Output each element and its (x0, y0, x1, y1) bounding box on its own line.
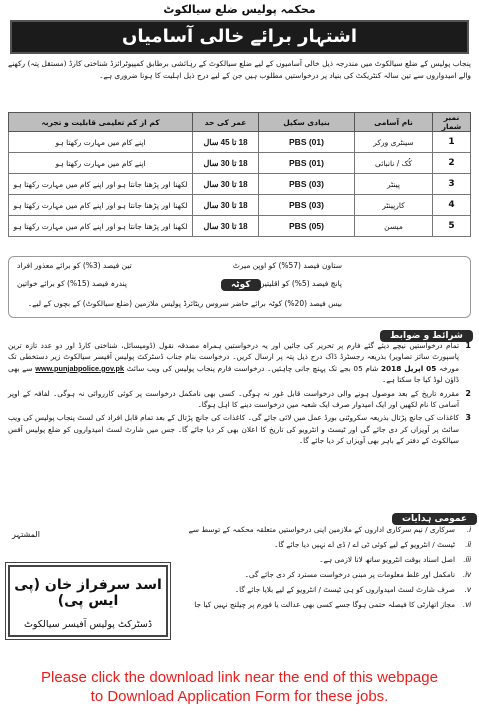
row-scale: PBS (03) (259, 195, 355, 216)
term-number: 2 (465, 388, 471, 398)
instruction-item (178, 552, 471, 567)
row-age: 18 تا 30 سال (193, 216, 259, 237)
row-scale: PBS (05) (259, 216, 355, 237)
row-post: سینٹری ورکر (355, 132, 433, 153)
terms-heading: شرائط و ضوابط (380, 330, 473, 342)
instruction-item (178, 537, 471, 552)
term-1-text-a: تمام درخواستیں نیچے دیئے گئے فارم پر تحریر کی جائیں اور یہ درخواستیں ہمراہ مصدقہ نقول (ڈومیسائل، شناختی کارڈ اور دو عدد تازہ ترین پاسپورٹ سائز تصاویر) بذریعہ رجسٹرڈ ڈاک درج ذیل پتہ پر ارسال کریں۔ درخواست بنام جناب ڈسٹرکٹ پولیس آفیسر سیالکوٹ زیر دستخطی تک مورخہ (8, 341, 459, 373)
table-row (9, 153, 471, 174)
quota-disabled: تین فیصد (3%) کو برائے معذور افراد (17, 261, 132, 270)
advertiser-designation: ڈسٹرکٹ پولیس آفیسر سیالکوٹ (23, 619, 153, 630)
table-row (9, 174, 471, 195)
row-qualification: لکھنا اور پڑھنا جانتا ہو اور اپنے کام میں مہارت رکھتا ہو (9, 174, 193, 195)
quota-women: پندرہ فیصد (15%) کو برائے خواتین (17, 279, 127, 288)
quota-box (8, 256, 471, 318)
row-post: میسن (355, 216, 433, 237)
instruction-number: ii. (465, 540, 471, 549)
row-age: 18 تا 30 سال (193, 174, 259, 195)
instruction-text: ٹیسٹ / انٹرویو کے لیے کوئی ٹی اے / ڈی اے نہیں دیا جائے گا۔ (274, 540, 455, 549)
term-item (8, 388, 471, 411)
row-serial: 4 (433, 195, 471, 216)
advertisement-title: اشتہار برائے خالی آسامیاں (10, 20, 469, 54)
term-number: 1 (465, 341, 471, 350)
row-post: کارپینٹر (355, 195, 433, 216)
col-qualification: کم از کم تعلیمی قابلیت و تجربہ (9, 113, 193, 132)
instruction-item (178, 522, 471, 537)
deadline-date: 05 اپریل 2018 (380, 363, 437, 373)
row-serial: 3 (433, 174, 471, 195)
instruction-text: نامکمل اور غلط معلومات پر مبنی درخواست مسترد کر دی جائے گی۔ (244, 570, 455, 579)
instruction-text: صرف شارٹ لسٹ امیدواروں کو ہی ٹیسٹ / انٹرویو کے لیے بلایا جائے گا۔ (234, 585, 455, 594)
instruction-number: iii. (463, 555, 471, 564)
instruction-text: اصل اسناد بوقت انٹرویو ساتھ لانا لازمی ہے۔ (319, 555, 455, 564)
advertiser-name: اسد سرفراز خان (پی ایس پی) (14, 577, 162, 609)
term-item (8, 412, 471, 446)
quota-minorities: پانچ فیصد (5%) کو اقلیتیں (259, 279, 342, 288)
term-1-text-c: سے بھی ڈاؤن لوڈ کیا جا سکتا ہے۔ (8, 363, 459, 385)
col-post: نام آسامی (355, 113, 433, 132)
row-scale: PBS (01) (259, 132, 355, 153)
instruction-text: سرکاری / نیم سرکاری اداروں کے ملازمین اپنی درخواستیں متعلقہ محکمہ کے توسط سے (188, 525, 455, 534)
instruction-number: vi. (462, 600, 471, 609)
instruction-number: iv. (462, 570, 471, 579)
table-row (9, 216, 471, 237)
row-qualification: لکھنا اور پڑھنا جانتا ہو اور اپنے کام میں مہارت رکھتا ہو (9, 195, 193, 216)
quota-police-children: بیس فیصد (20%) کوٹہ برائے حاضر سروس ریٹائرڈ پولیس ملازمین (ضلع سیالکوٹ) کے بچوں کے لیے۔ (27, 299, 342, 308)
row-age: 18 تا 30 سال (193, 153, 259, 174)
instruction-number: v. (464, 585, 471, 594)
department-name: محکمہ پولیس ضلع سیالکوٹ (163, 3, 316, 16)
row-serial: 2 (433, 153, 471, 174)
row-scale: PBS (03) (259, 174, 355, 195)
advertiser-label: المشتہر (12, 530, 40, 539)
download-notice (0, 668, 479, 706)
col-serial: نمبر شمار (433, 113, 471, 132)
instruction-item (178, 567, 471, 582)
term-2-text: مقررہ تاریخ کے بعد موصول ہونے والی درخواست قابل غور نہ ہوگی۔ کسی بھی نامکمل درخواست پر کوئی کارروائی نہ ہوگی۔ لفافہ کے اوپر آسامی کا نام لکھیں اور ایک امیدوار صرف ایک شعبہ میں درخواست دینے کا اہل ہوگا۔ (8, 388, 459, 410)
quota-label: کوٹہ (221, 279, 261, 291)
terms-section (8, 340, 471, 449)
term-item (8, 340, 471, 386)
download-notice-line-1: Please click the download link near the end of this webpage (41, 669, 438, 686)
term-1-text-b: شام 05 بجے تک پہنچ جانی چاہئیں۔ درخواست فارم پنجاب پولیس کی ویب سائٹ (126, 363, 379, 373)
row-post: پینٹر (355, 174, 433, 195)
instruction-number: i. (466, 525, 471, 534)
table-header-row (9, 113, 471, 132)
intro-paragraph: پنجاب پولیس کے ضلع سیالکوٹ میں مندرجہ ذیل خالی آسامیوں کے لیے ضلع سیالکوٹ کے رہائشی برطابق کمپیوٹرائزڈ شناختی کارڈ (مستقل پتہ) رکھنے والے امیدواروں سے تین سالہ کنٹریکٹ کی بنیاد پر درخواستیں مطلوب ہیں جن کے لیے درج ذیل اہلیت کا ہونا ضروری ہے۔ (8, 59, 471, 80)
website-link[interactable]: www.punjabpolice.gov.pk (35, 363, 125, 373)
table-row (9, 195, 471, 216)
instruction-item (178, 597, 471, 612)
quota-open-merit: ستاون فیصد (57%) کو اوپن میرٹ (232, 261, 342, 270)
row-age: 18 تا 30 سال (193, 195, 259, 216)
term-3-text: کاغذات کی جانچ پڑتال بذریعہ سکروٹنی بورڈ عمل میں لائی جائے گی۔ کاغذات کی جانچ پڑتال کے بعد تمام قابل افراد کی لسٹ پنجاب پولیس کی ویب سائٹ پر آویزاں کر دی جائے گی اور ٹیسٹ و انٹرویو کی تاریخ کا اعلان بھی کر دیا جائے گا۔ جس میں شارٹ لسٹ امیدواروں کو ضلع پولیس آفس سیالکوٹ کے دفتر کے باہر بھی آویزاں کر دیا جائے گا۔ (8, 413, 459, 446)
row-qualification: اپنے کام میں مہارت رکھتا ہو (9, 132, 193, 153)
vacancies-table (8, 112, 471, 237)
instruction-item (178, 582, 471, 597)
table-row (9, 132, 471, 153)
download-notice-line-2: to Download Application Form for these jobs. (90, 688, 389, 705)
row-age: 18 تا 45 سال (193, 132, 259, 153)
row-post: کُک / نانبائی (355, 153, 433, 174)
general-heading: عمومی ہدایات (392, 513, 477, 525)
col-age: عمر کی حد (193, 113, 259, 132)
row-qualification: اپنے کام میں مہارت رکھتا ہو (9, 153, 193, 174)
instruction-text: مجاز اتھارٹی کا فیصلہ حتمی ہوگا جسے کسی بھی عدالت یا فورم پر چیلنج نہیں کیا جا (194, 600, 455, 609)
col-scale: بنیادی سکیل (259, 113, 355, 132)
row-serial: 5 (433, 216, 471, 237)
advertiser-stamp (8, 565, 168, 637)
term-number: 3 (465, 413, 471, 423)
row-serial: 1 (433, 132, 471, 153)
row-qualification: لکھنا اور پڑھنا جانتا ہو اور اپنے کام میں مہارت رکھتا ہو (9, 216, 193, 237)
row-scale: PBS (01) (259, 153, 355, 174)
